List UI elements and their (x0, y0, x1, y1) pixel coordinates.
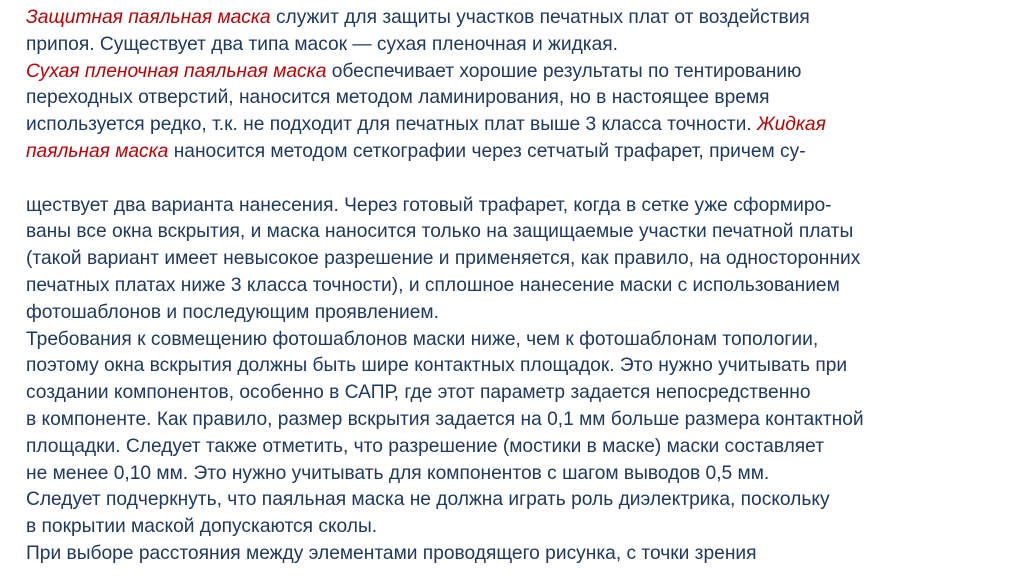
text-line: площадки. Следует также отметить, что разрешение (мостики в маске) маски составляет (26, 435, 824, 457)
term-protective-solder-mask: Защитная паяльная маска (26, 7, 271, 28)
text-line: в покрытии маской допускаются сколы. (26, 516, 378, 538)
text-line: Требования к совмещению фотошаблонов маски ниже, чем к фотошаблонам топологии, (26, 328, 819, 350)
text-run: обеспечивает хорошие результаты по тентированию (326, 60, 802, 82)
text-line: создании компонентов, особенно в САПР, где этот параметр задается непосредственно (26, 382, 811, 404)
text-run: наносится методом сеткографии через сетчатый трафарет, причем су- (168, 140, 806, 162)
text-line: в компоненте. Как правило, размер вскрытия задается на 0,1 мм больше размера контактной (26, 408, 864, 430)
text-line: припоя. Существует два типа масок — сухая пленочная и жидкая. (26, 33, 618, 55)
text-line (26, 5, 1016, 32)
text-line: переходных отверстий, наносится методом ламинирования, но в настоящее время (26, 87, 770, 109)
text-line: При выборе расстояния между элементами проводящего рисунка, с точки зрения (26, 542, 757, 564)
text-line: не менее 0,10 мм. Это нужно учитывать для компонентов с шагом выводов 0,5 мм. (26, 462, 770, 484)
text-line: печатных платах ниже 3 класса точности), и сплошное нанесение маски с использованием (26, 274, 840, 296)
text-line (26, 139, 1016, 166)
text-line (26, 59, 1016, 86)
text-line: (такой вариант имеет невысокое разрешение и применяется, как правило, на односторонних (26, 248, 861, 270)
page-gap (26, 166, 1016, 193)
term-dry-film-mask: Сухая пленочная паяльная маска (26, 60, 327, 82)
text-run: используется редко, т.к. не подходит для печатных плат выше 3 класса точности. (26, 114, 757, 136)
term-liquid-mask-part1: Жидкая (756, 114, 826, 136)
text-line: ществует два варианта нанесения. Через готовый трафарет, когда в сетке уже сформиро- (26, 194, 832, 216)
text-run: служит для защиты участков печатных плат от воздействия (270, 7, 810, 28)
text-line: ваны все окна вскрытия, и маска наносится только на защищаемые участки печатной платы (26, 221, 854, 243)
term-liquid-mask-part2: паяльная маска (26, 140, 169, 162)
text-line (26, 112, 1016, 139)
body-text (26, 5, 1016, 568)
text-line: Следует подчеркнуть, что паяльная маска не должна играть роль диэлектрика, поскольку (26, 489, 830, 511)
text-line: поэтому окна вскрытия должны быть шире контактных площадок. Это нужно учитывать при (26, 355, 848, 377)
text-line: фотошаблонов и последующим проявлением. (26, 301, 439, 323)
